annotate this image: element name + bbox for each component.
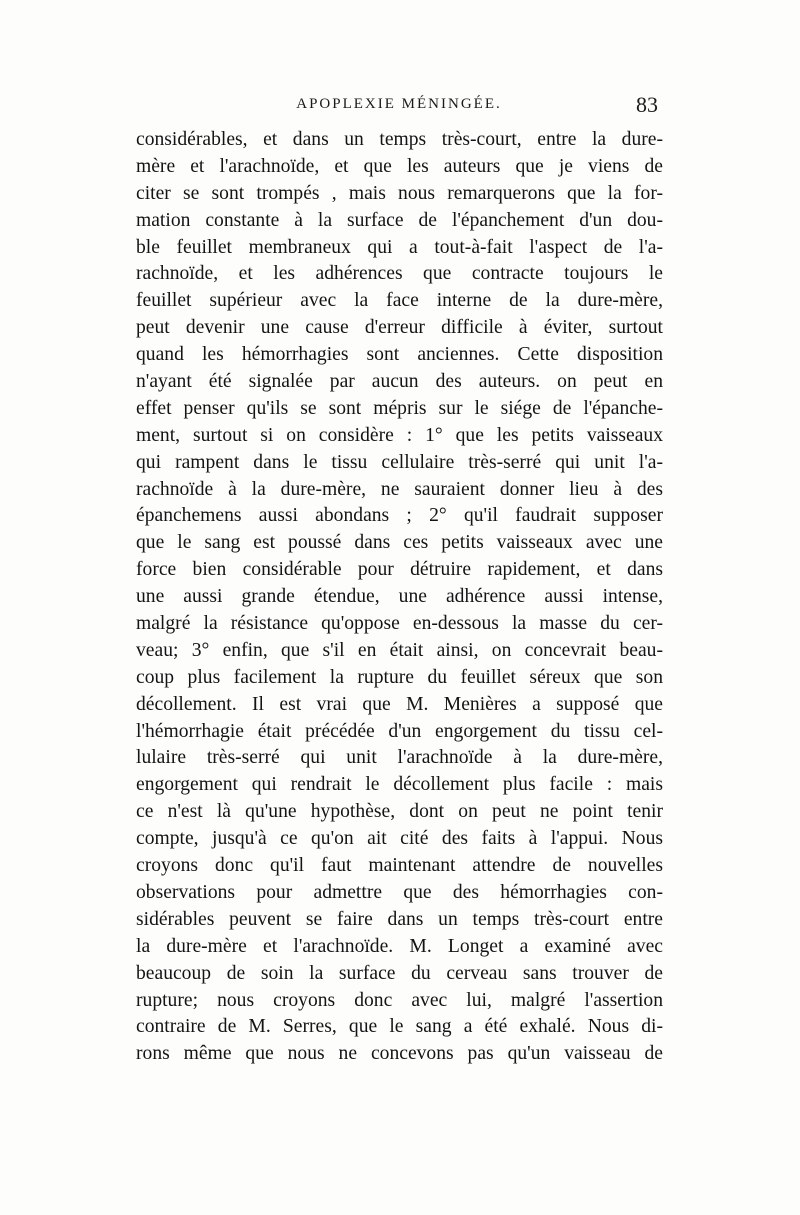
running-head (138, 92, 660, 118)
text-line: mation constante à la surface de l'épanchement d'un dou- (136, 209, 663, 231)
text-line: veau; 3° enfin, que s'il en était ainsi, on concevrait beau- (136, 639, 663, 661)
text-line: force bien considérable pour détruire rapidement, et dans (136, 559, 663, 581)
text-line: compte, jusqu'à ce qu'on ait cité des faits à l'appui. Nous (136, 828, 663, 850)
text-line: quand les hémorrhagies sont anciennes. Cette disposition (136, 344, 663, 366)
text-line: mère et l'arachnoïde, et que les auteurs que je viens de (136, 155, 663, 177)
text-line: que le sang est poussé dans ces petits vaisseaux avec une (136, 532, 663, 554)
text-line: l'hémorrhagie était précédée d'un engorgement du tissu cel- (136, 720, 663, 742)
text-line: ble feuillet membraneux qui a tout-à-fait l'aspect de l'a- (136, 236, 663, 258)
page-number: 83 (636, 92, 658, 117)
text-line: ce n'est là qu'une hypothèse, dont on peut ne point tenir (136, 801, 663, 823)
text-line: rons même que nous ne concevons pas qu'un vaisseau de (136, 1043, 663, 1065)
text-line: rachnoïde, et les adhérences que contracte toujours le (136, 263, 663, 285)
text-line: contraire de M. Serres, que le sang a été exhalé. Nous di- (136, 1016, 663, 1038)
text-line: la dure-mère et l'arachnoïde. M. Longet a examiné avec (136, 935, 663, 957)
text-line: feuillet supérieur avec la face interne de la dure-mère, (136, 290, 663, 312)
text-line: peut devenir une cause d'erreur difficile à éviter, surtout (136, 317, 663, 339)
text-line: considérables, et dans un temps très-court, entre la dure- (136, 129, 663, 150)
body-text (136, 127, 663, 1068)
text-line: croyons donc qu'il faut maintenant attendre de nouvelles (136, 855, 663, 877)
text-line: sidérables peuvent se faire dans un temps très-court entre (136, 908, 663, 930)
text-line: épanchemens aussi abondans ; 2° qu'il faudrait supposer (136, 505, 663, 527)
text-line: malgré la résistance qu'oppose en-dessous la masse du cer- (136, 613, 663, 635)
text-line: citer se sont trompés , mais nous remarquerons que la for- (136, 182, 663, 204)
text-line: rachnoïde à la dure-mère, ne sauraient donner lieu à des (136, 478, 663, 500)
text-line: observations pour admettre que des hémorrhagies con- (136, 881, 663, 903)
text-line: une aussi grande étendue, une adhérence aussi intense, (136, 586, 663, 608)
running-title: APOPLEXIE MÉNINGÉE. (296, 96, 502, 112)
text-line: qui rampent dans le tissu cellulaire très-serré qui unit l'a- (136, 451, 663, 473)
text-line: effet penser qu'ils se sont mépris sur le siége de l'épanche- (136, 397, 663, 419)
text-line: beaucoup de soin la surface du cerveau sans trouver de (136, 962, 663, 984)
text-line: rupture; nous croyons donc avec lui, malgré l'assertion (136, 989, 663, 1011)
text-line: n'ayant été signalée par aucun des auteurs. on peut en (136, 371, 663, 393)
text-line: ment, surtout si on considère : 1° que les petits vaisseaux (136, 424, 663, 446)
text-line: lulaire très-serré qui unit l'arachnoïde à la dure-mère, (136, 747, 663, 769)
text-line: engorgement qui rendrait le décollement plus facile : mais (136, 774, 663, 796)
text-line: coup plus facilement la rupture du feuillet séreux que son (136, 666, 663, 688)
text-line: décollement. Il est vrai que M. Menières a supposé que (136, 693, 663, 715)
